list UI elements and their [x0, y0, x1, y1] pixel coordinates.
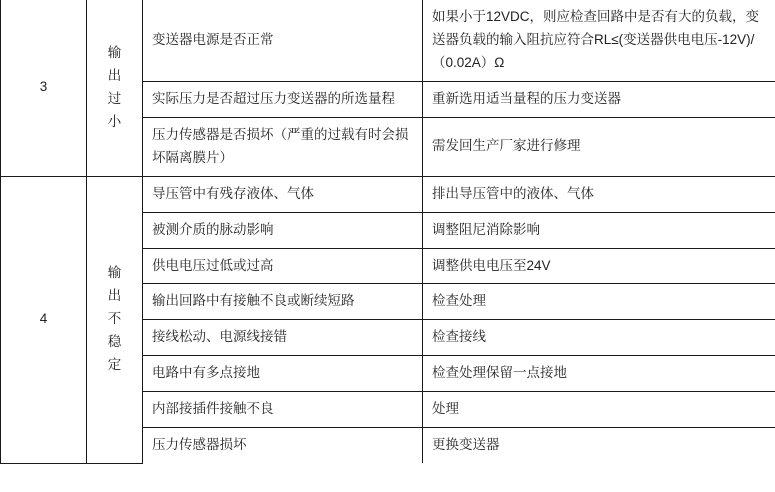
fault-category-cell: [87, 176, 143, 463]
fix-text: 重新选用适当量程的压力变送器: [432, 90, 621, 106]
fault-category-cell: [87, 0, 143, 176]
fix-cell: [423, 320, 775, 356]
cause-text: 压力传感器是否损坏（严重的过载有时会损坏隔离膜片）: [152, 126, 409, 165]
cause-cell: [143, 176, 423, 212]
fix-cell: [423, 176, 775, 212]
fault-category-label: 输 出 过 小: [107, 44, 122, 129]
cause-cell: [143, 284, 423, 320]
fix-cell: [423, 284, 775, 320]
fix-cell: [423, 392, 775, 428]
fix-cell: [423, 0, 775, 81]
table-row: [1, 176, 775, 212]
row-number-cell: 4: [1, 176, 87, 463]
cause-text: 变送器电源是否正常: [152, 31, 274, 47]
fix-text: 检查处理保留一点接地: [432, 365, 567, 381]
cause-cell: [143, 320, 423, 356]
cause-cell: [143, 428, 423, 463]
fix-text: 调整供电电压至24V: [432, 257, 551, 273]
fix-cell: [423, 212, 775, 248]
cause-cell: [143, 212, 423, 248]
cause-text: 压力传感器损坏: [152, 437, 247, 453]
cause-cell: [143, 248, 423, 284]
fix-cell: [423, 117, 775, 176]
fix-text: 处理: [432, 401, 459, 417]
cause-text: 电路中有多点接地: [152, 365, 260, 381]
fix-cell: [423, 428, 775, 463]
fix-text: 排出导压管中的液体、气体: [432, 185, 594, 201]
row-number-cell: 3: [1, 0, 87, 176]
cause-text: 导压管中有残存液体、气体: [152, 185, 314, 201]
cause-text: 实际压力是否超过压力变送器的所选量程: [152, 90, 395, 106]
fix-text: 如果小于12VDC，则应检查回路中是否有大的负载，变送器负载的输入阻抗应符合RL≤(变送器供电电压-12V)/（0.02A）Ω: [432, 9, 760, 70]
table-body: [1, 0, 775, 463]
cause-cell: [143, 392, 423, 428]
fix-text: 调整阻尼消除影响: [432, 221, 540, 237]
cause-cell: [143, 117, 423, 176]
cause-text: 接线松动、电源线接错: [152, 329, 287, 345]
cause-text: 内部接插件接触不良: [152, 401, 274, 417]
table-row: [1, 0, 775, 81]
fix-text: 检查接线: [432, 329, 486, 345]
cause-cell: [143, 356, 423, 392]
fault-category-label: 输 出 不 稳 定: [107, 265, 122, 373]
fix-text: 更换变送器: [432, 437, 500, 453]
fix-cell: [423, 81, 775, 117]
fix-cell: [423, 248, 775, 284]
cause-text: 被测介质的脉动影响: [152, 221, 274, 237]
cause-text: 供电电压过低或过高: [152, 257, 274, 273]
cause-text: 输出回路中有接触不良或断续短路: [152, 293, 355, 309]
cause-cell: [143, 0, 423, 81]
fix-text: 检查处理: [432, 293, 486, 309]
fix-text: 需发回生产厂家进行修理: [432, 138, 581, 154]
cause-cell: [143, 81, 423, 117]
fix-cell: [423, 356, 775, 392]
